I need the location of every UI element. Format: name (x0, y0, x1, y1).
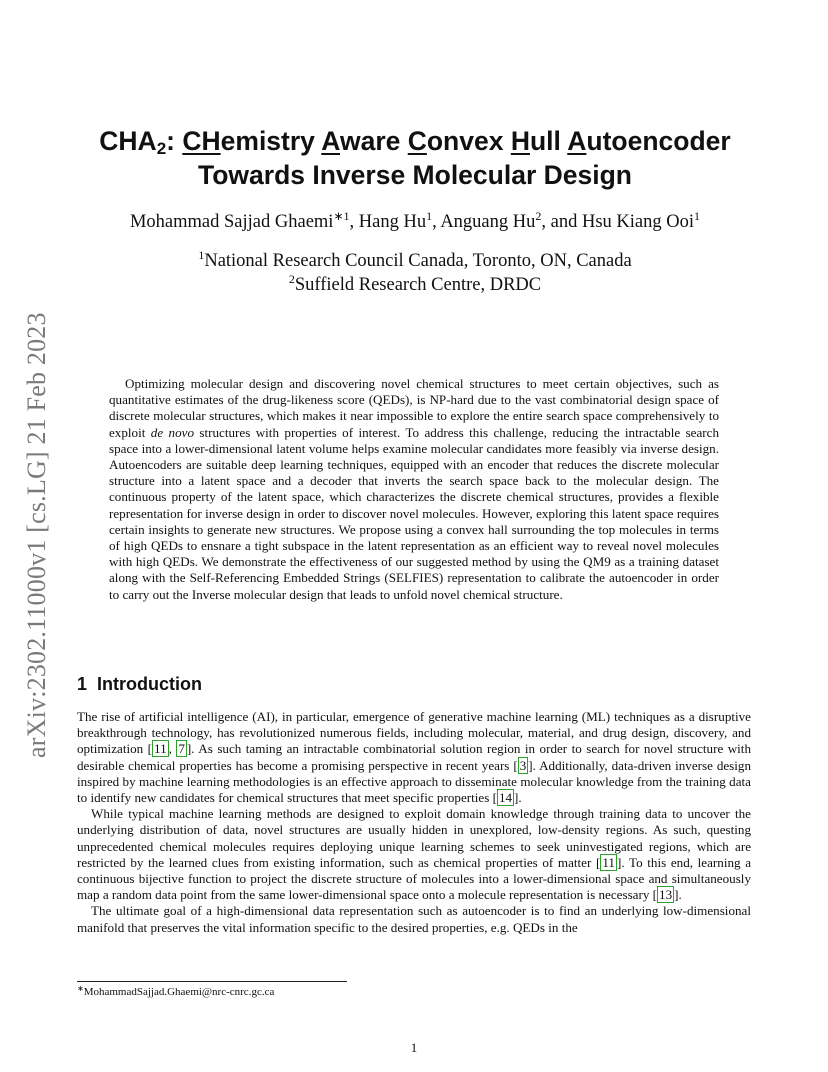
affiliation-mark: 2 (288, 272, 295, 286)
paragraph-text: . Additionally, data-driven inverse design inspired by machine learning methodologies is an effective approach to disseminate molecular knowledge from the training data to identify new candidates for chemical structures that meet specific properties (77, 757, 752, 806)
title-line-2: Towards Inverse Molecular Design (198, 160, 632, 190)
title-underlined-letters: H (510, 126, 530, 156)
abstract-emphasis: de novo (150, 424, 194, 440)
affiliation-line (60, 273, 770, 297)
title-word: utoencoder (586, 126, 731, 156)
introduction-body (77, 709, 751, 936)
page-number: 1 (410, 1040, 418, 1055)
title-word: onvex (426, 126, 511, 156)
abstract-text: structures with properties of interest. To address this challenge, reducing the intractable search space into a lower-dimensional latent volume helps examine molecular candidates more feasibly via inverse design. Autoencoders are suitable deep learning techniques, equipped with an encoder that reduces the discrete molecular structure into a latent space and a decoder that inverts the search space back to the molecular design. The continuous property of the latent space, which characterizes the discrete chemical structures, provides a flexible representation for inverse design in order to discover novel molecules. However, exploring this latent space requires certain insights to generate new structures. We propose using a convex hall surrounding the top molecules in terms of high QEDs to ensnare a tight subspace in the latent representation as an efficient way to reveal novel molecules with high QEDs. We demonstrate the effectiveness of our suggested method by using the QM9 as a training dataset along with the Self-Referencing Embedded Strings (SELFIES) representation to calibrate the autoencoder in order to carry out the Inverse molecular design that leads to unfold novel chemical structure. (109, 424, 720, 602)
arxiv-identifier-stamp: arXiv:2302.11000v1 [cs.LG] 21 Feb 2023 (22, 312, 51, 758)
paragraph-text: . To this end, learning a continuous bijective function to project the discrete structure of molecules into a lower-dimensional space and simultaneously map a random data point from the same lower-dimensional space onto a molecule representation is necessary (77, 854, 752, 903)
citation-link[interactable]: 13 (659, 887, 673, 903)
title-colon: : (166, 126, 183, 156)
title-word: ull (529, 126, 568, 156)
affiliation-line (60, 249, 770, 273)
author-name: Anguang Hu (440, 212, 536, 232)
abstract (109, 376, 719, 603)
author-list (60, 209, 770, 235)
title-underlined-letters: A (321, 126, 340, 156)
title-line-1 (99, 126, 730, 156)
title-acronym: CHA (99, 126, 157, 156)
citation-link[interactable]: 11 (154, 741, 167, 757)
author-separator: , (349, 212, 359, 232)
author-name: Hsu Kiang Ooi (581, 212, 694, 232)
author-affiliation-mark: 1 (694, 209, 700, 223)
paper-title (60, 124, 770, 192)
paragraph-text: While typical machine learning methods are designed to exploit domain knowledge through training data to uncover the underlying distribution of data, novel structures are usually hidden in unexplored, low-density regions. As such, questing unprecedented chemical molecules requires deploying unique learning schemes to seek uninvestigated regions, which are restricted by the learned clues from existing information, such as chemical properties of matter (77, 806, 751, 870)
footnote-divider (77, 981, 347, 982)
title-subscript: 2 (156, 139, 167, 158)
affiliation-text: National Research Council Canada, Toronto, ON, Canada (204, 251, 632, 271)
section-heading (77, 674, 202, 695)
paragraph: The ultimate goal of a high-dimensional data representation such as autoencoder is to find an underlying low-dimensional manifold that preserves the vital information specific to the desired properties, e.g. QEDs in the (77, 903, 751, 935)
title-underlined-letters: A (567, 126, 587, 156)
citation-link[interactable]: 14 (498, 790, 513, 806)
section-title: Introduction (97, 674, 202, 694)
footnote-mark: ∗ (77, 984, 84, 993)
author-affiliation-mark: 1 (426, 209, 433, 223)
paragraph-text: The rise of artificial intelligence (AI), in particular, emergence of generative machine learning (ML) techniques as a disruptive breakthrough technology, has revolutionized numerous fields, including molecular, material, and drug design, discovery, and optimization (77, 709, 751, 757)
footnote-email[interactable]: MohammadSajjad.Ghaemi@nrc-cnrc.gc.ca (83, 986, 275, 998)
author-name: Mohammad Sajjad Ghaemi (129, 212, 334, 232)
footnote (77, 986, 577, 999)
author-separator: , (432, 212, 441, 232)
paragraph: While typical machine learning methods are designed to exploit domain knowledge through training data to uncover the underlying distribution of data, novel structures are usually hidden in unexplored, low-density regions. As such, questing unprecedented chemical molecules requires deploying unique learning schemes to seek uninvestigated regions, which are restricted by the learned clues from existing information, such as chemical properties of matter [ 11 ]. To this end, learning a continuous bijective function to project the discrete structure of molecules into a lower-dimensional space and simultaneously map a random data point from the same lower-dimensional space onto a molecule representation is necessary [ 13 ]. (77, 806, 752, 903)
section-number: 1 (77, 674, 88, 694)
affiliation-list (60, 249, 770, 297)
affiliation-mark: 1 (198, 248, 205, 262)
citation-link[interactable]: 7 (178, 741, 185, 757)
title-word: ware (339, 126, 408, 156)
title-word: emistry (220, 126, 322, 156)
affiliation-text: Suffield Research Centre, DRDC (294, 275, 542, 295)
paragraph: The rise of artificial intelligence (AI), in particular, emergence of generative machine learning (ML) techniques as a disruptive breakthrough technology, has revolutionized numerous fields, including molecular, material, and drug design, discovery, and optimization [ 11 , 7 ]. As such taming an intractable combinatorial solution region in order to search for novel structure with desirable chemical properties has become a promising perspective in recent years [ 3 ]. Additionally, data-driven inverse design inspired by machine learning methodologies is an effective approach to disseminate molecular knowledge from the training data to identify new candidates for chemical structures that meet specific properties [ 14 ]. (77, 709, 752, 806)
citation-link[interactable]: 11 (602, 854, 615, 870)
author-name: Hang Hu (358, 212, 427, 232)
paragraph-text: . (518, 790, 522, 806)
paragraph-text: . As such taming an intractable combinatorial solution region in order to search for novel structure with desirable chemical properties has become a promising perspective in recent years (77, 741, 751, 773)
paragraph-text: , (168, 741, 177, 757)
author-affiliation-mark: ∗1 (333, 209, 350, 223)
citation-link[interactable]: 3 (519, 757, 527, 773)
author-separator: , and (541, 212, 582, 232)
title-underlined-letters: CH (182, 126, 221, 156)
author-affiliation-mark: 2 (535, 209, 542, 223)
paragraph-text: . (678, 887, 682, 903)
title-underlined-letters: C (407, 126, 427, 156)
abstract-text: Optimizing molecular design and discovering novel chemical structures to meet certain objectives, such as quantitative estimates of the drug-likeness score (QEDs), is NP-hard due to the vast combinatorial design space of discrete molecular structures, which makes it near impossible to explore the entire search space comprehensively to exploit (109, 376, 719, 440)
